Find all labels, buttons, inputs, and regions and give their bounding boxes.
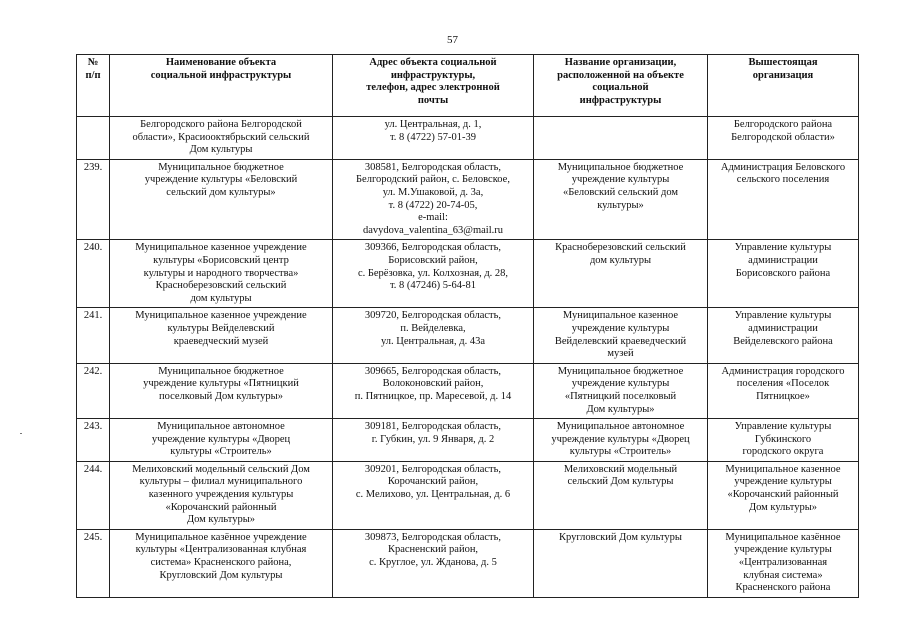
table-row (77, 461, 859, 529)
cell-line: Мелиховский модельный сельский Дом (132, 463, 310, 475)
row-number-cell: 239. (77, 159, 110, 240)
object-name-cell (110, 159, 333, 240)
cell-line: учреждение культуры «Дворец (551, 433, 690, 445)
cell-line: e-mail: (418, 212, 448, 224)
cell-line: Муниципальное казенное учреждение (135, 242, 307, 254)
cell-line: культуры «Борисовский центр (153, 254, 289, 266)
object-name-cell (110, 117, 333, 160)
header-row (77, 55, 859, 117)
cell-line: учреждение культуры (571, 378, 670, 390)
cell-line: т. 8 (4722) 57-01-39 (389, 131, 477, 143)
cell-line: Кругловский Дом культуры (558, 531, 682, 543)
cell-line: Муниципальное казенное учреждение (135, 310, 307, 322)
cell-line: 309873, Белгородская область, (364, 531, 502, 543)
cell-line: Корочанский район, (387, 476, 479, 488)
cell-line: Кругловский Дом культуры (159, 569, 283, 581)
cell-line: музей (607, 348, 634, 360)
cell-line: Дом культуры» (586, 403, 655, 415)
parent-organization-cell (708, 240, 859, 308)
cell-line: г. Губкин, ул. 9 Января, д. 2 (371, 433, 495, 445)
cell-line: ул. М.Ушаковой, д. 3а, (382, 186, 484, 198)
row-number-cell: 240. (77, 240, 110, 308)
cell-line: 309366, Белгородская область, (364, 242, 502, 254)
cell-line: дом культуры (589, 254, 652, 266)
cell-line: Краснoберезовский сельский (155, 280, 287, 292)
cell-line: Муниципальное бюджетное (557, 161, 684, 173)
parent-organization-cell (708, 159, 859, 240)
cell-line: учреждение культуры (734, 544, 832, 556)
header-cell-num: № п/п (77, 55, 110, 117)
cell-line: Вейделевский краеведческий (554, 335, 687, 347)
cell-line: поселковый Дом культуры» (158, 390, 283, 402)
cell-line: культуры «Строитель» (170, 446, 272, 458)
address-cell (333, 308, 534, 363)
address-cell (333, 529, 534, 597)
cell-line: 308581, Белгородская область, (364, 161, 502, 173)
organization-cell (534, 117, 708, 160)
organization-cell (534, 159, 708, 240)
address-cell (333, 240, 534, 308)
cell-line: с. Круглое, ул. Жданова, д. 5 (369, 557, 497, 569)
cell-line: учреждение культуры «Беловский (144, 174, 298, 186)
table-row (77, 240, 859, 308)
cell-line: Мелиховский модельный (563, 463, 678, 475)
organization-cell (534, 363, 708, 418)
cell-line: Муниципальное бюджетное (158, 161, 284, 173)
parent-organization-cell (708, 117, 859, 160)
cell-line: Муниципальное автономное (556, 421, 685, 433)
cell-line: Волоконовский район, (382, 378, 484, 390)
cell-line: Муниципальное казенное (562, 310, 679, 322)
header-cell-name: Наименование объекта социальной инфраструктуры (110, 55, 333, 117)
cell-line: культуры и народного творчества» (143, 267, 299, 279)
row-number-cell: 241. (77, 308, 110, 363)
cell-line: Борисовского района (735, 267, 831, 279)
row-number-cell (77, 117, 110, 160)
cell-line: с. Мелихово, ул. Центральная, д. 6 (355, 489, 511, 501)
cell-line: Управление культуры (734, 421, 832, 433)
cell-line: Белгородского района (733, 119, 833, 130)
table-row (77, 308, 859, 363)
cell-line: учреждение культуры (571, 322, 670, 334)
header-cell-parent-organization: Вышестоящая организация (708, 55, 859, 117)
header-cell-address: Адрес объекта социальной инфраструктуры, телефон, адрес электронной почты (333, 55, 534, 117)
cell-line: Краснoберезовский сельский (555, 242, 686, 254)
parent-organization-cell (708, 363, 859, 418)
object-name-cell (110, 529, 333, 597)
address-cell (333, 363, 534, 418)
cell-line: культуры «Централизованная клубная (135, 544, 307, 556)
cell-line: Белгородского района Белгородской (140, 119, 302, 130)
cell-line: сельский Дом культуры (567, 476, 674, 488)
cell-line: «Корочанский районный (727, 489, 839, 501)
object-name-cell (110, 240, 333, 308)
cell-line: п. Вейделевка, (400, 322, 466, 334)
cell-line: учреждение культуры (734, 476, 832, 488)
object-name-cell (110, 419, 333, 462)
table-row (77, 159, 859, 240)
cell-line: Управление культуры (734, 310, 832, 322)
row-number-cell: 245. (77, 529, 110, 597)
table-row (77, 117, 859, 160)
cell-line: «Корочанский районный (165, 501, 277, 513)
social-infrastructure-table (76, 54, 859, 598)
cell-line: 309720, Белгородская область, (364, 310, 502, 322)
parent-organization-cell (708, 461, 859, 529)
cell-line: 309201, Белгородская область, (364, 463, 502, 475)
cell-line: т. 8 (4722) 20-74-05, (388, 199, 478, 211)
parent-organization-cell (708, 529, 859, 597)
cell-line: Губкинского (754, 433, 812, 445)
cell-line: Дом культуры» (186, 514, 256, 526)
cell-line: Муниципальное казённое учреждение (135, 531, 307, 543)
row-number-cell: 242. (77, 363, 110, 418)
cell-line: Дом культуры (189, 144, 253, 156)
organization-cell (534, 461, 708, 529)
table-row (77, 419, 859, 462)
cell-line: Муниципальное автономное (157, 421, 285, 433)
parent-organization-cell (708, 419, 859, 462)
address-cell (333, 117, 534, 160)
cell-line: Вейделевского района (733, 335, 833, 347)
address-cell (333, 419, 534, 462)
object-name-cell (110, 363, 333, 418)
scan-mark (20, 433, 22, 434)
organization-cell (534, 529, 708, 597)
cell-line: казенного учреждения культуры (148, 489, 294, 501)
address-cell (333, 461, 534, 529)
object-name-cell (110, 308, 333, 363)
organization-cell (534, 419, 708, 462)
address-cell (333, 159, 534, 240)
cell-line: п. Пятницкое, пр. Маресевой, д. 14 (354, 390, 512, 402)
cell-line: сельского поселения (736, 174, 830, 186)
cell-line: Муниципальное бюджетное (158, 365, 284, 377)
cell-line: Администрация Беловского (720, 161, 846, 173)
cell-line: учреждение культуры «Дворец (151, 433, 291, 445)
parent-organization-cell (708, 308, 859, 363)
cell-line: с. Берёзовка, ул. Колхозная, д. 28, (357, 267, 509, 279)
cell-line: ул. Центральная, д. 43а (380, 335, 485, 347)
cell-line: Дом культуры» (748, 501, 818, 513)
organization-cell (534, 308, 708, 363)
cell-line: Белгородской области» (731, 131, 835, 143)
cell-line: области», Красиооктябрьский сельский (132, 131, 310, 143)
cell-line: Красненского района (735, 582, 831, 594)
cell-line: дом культуры (190, 292, 252, 304)
object-name-cell (110, 461, 333, 529)
cell-line: культуры» (597, 199, 644, 211)
row-number-cell: 244. (77, 461, 110, 529)
cell-line: клубная система» (743, 569, 823, 581)
header-cell-organization: Название организации, расположенной на объекте социальной инфраструктуры (534, 55, 708, 117)
cell-line: культуры «Строитель» (569, 446, 672, 458)
cell-line: 309181, Белгородская область, (364, 421, 502, 433)
table-row (77, 363, 859, 418)
row-number-cell: 243. (77, 419, 110, 462)
cell-line: учреждение культуры «Пятницкий (143, 378, 299, 390)
cell-line: культуры Вейделевский (167, 322, 275, 334)
cell-line: Администрация городского (721, 365, 845, 377)
cell-line: поселения «Поселок (736, 378, 830, 390)
cell-line: сельский дом культуры» (166, 186, 276, 198)
cell-line: городского округа (742, 446, 824, 458)
cell-line: культуры – филиал муниципального (139, 476, 303, 488)
organization-cell (534, 240, 708, 308)
cell-line: Красненский район, (387, 544, 479, 556)
cell-line: «Централизованная (738, 557, 828, 569)
cell-line: система» Красненского района, (150, 557, 292, 569)
cell-line: Муниципальное казённое (725, 531, 841, 543)
cell-line: Муниципальное казенное (725, 463, 841, 475)
page-number: 57 (447, 34, 458, 46)
cell-line: ул. Центральная, д. 1, (384, 119, 482, 130)
cell-line: администрации (748, 254, 818, 266)
cell-line: Муниципальное бюджетное (557, 365, 684, 377)
table-row (77, 529, 859, 597)
cell-line: «Пятницкий поселковый (564, 390, 677, 402)
cell-line: Борисовский район, (388, 254, 478, 266)
cell-line: т. 8 (47246) 5-64-81 (389, 280, 477, 292)
cell-line: краеведческий музей (173, 335, 269, 347)
cell-line: Белгородский район, с. Беловское, (356, 174, 510, 186)
cell-line: Пятницкое» (756, 390, 810, 402)
cell-line: учреждение культуры (571, 174, 670, 186)
cell-line: davydova_valentina_63@mail.ru (362, 224, 503, 236)
cell-line: 309665, Белгородская область, (364, 365, 502, 377)
cell-line: администрации (748, 322, 818, 334)
cell-line: «Беловский сельский дом (562, 186, 679, 198)
cell-line: Управление культуры (734, 242, 832, 254)
